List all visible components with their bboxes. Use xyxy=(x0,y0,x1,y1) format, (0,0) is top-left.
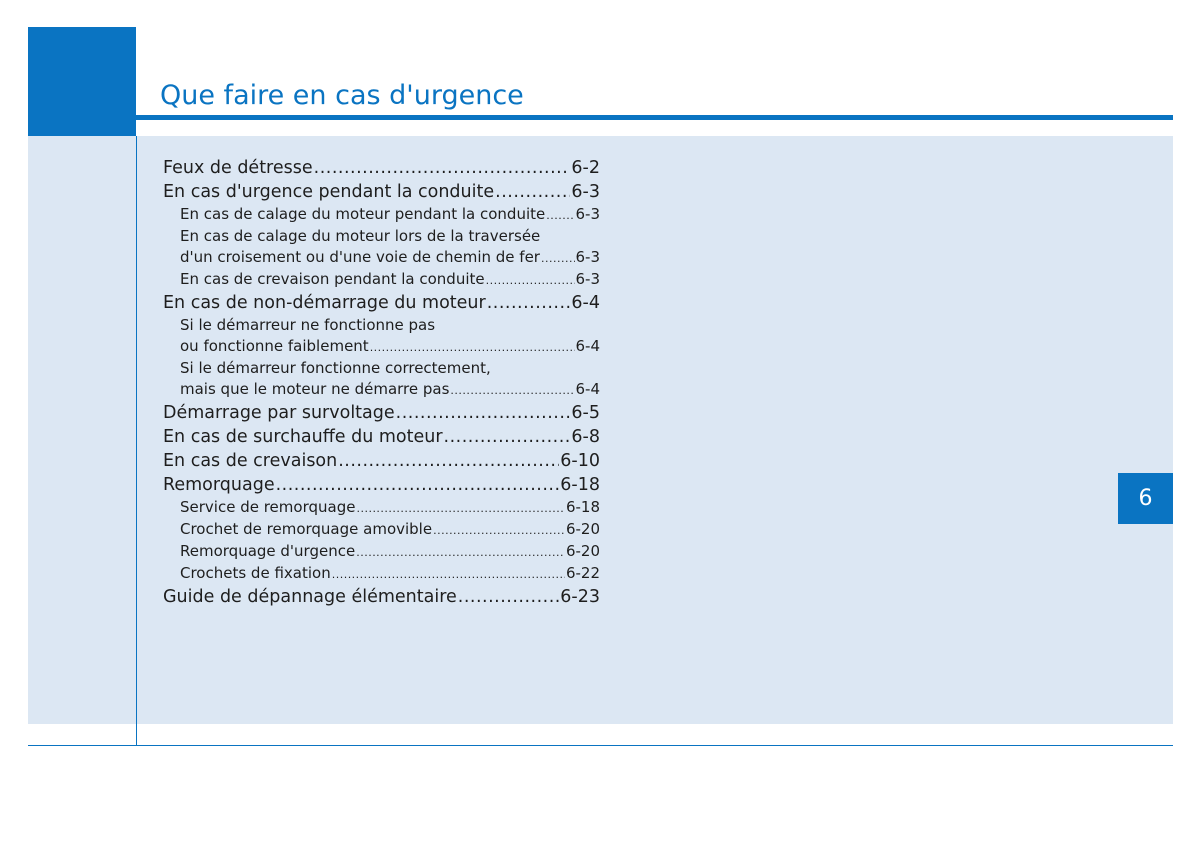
toc-entry-label: En cas de surchauffe du moteur xyxy=(163,427,443,447)
toc-page-number: 6-20 xyxy=(565,520,600,538)
dot-leader xyxy=(444,425,571,449)
toc-entry-label: Remorquage d'urgence xyxy=(180,542,356,560)
dot-leader xyxy=(276,473,560,497)
dot-leader xyxy=(433,520,565,541)
toc-subentry[interactable] xyxy=(163,336,600,358)
toc-page-number: 6-18 xyxy=(565,498,600,516)
toc-page-number: 6-8 xyxy=(571,427,600,447)
toc-entry[interactable] xyxy=(163,449,600,473)
toc-page-number: 6-18 xyxy=(560,475,600,495)
chapter-color-block xyxy=(28,27,136,136)
dot-leader xyxy=(458,585,560,609)
toc-subentry[interactable] xyxy=(163,519,600,541)
toc-entry[interactable] xyxy=(163,180,600,204)
toc-subentry xyxy=(163,358,600,379)
toc-page-number: 6-4 xyxy=(575,380,600,398)
toc-page-number: 6-2 xyxy=(571,158,600,178)
margin-panel xyxy=(28,136,136,724)
toc-entry-label: En cas de crevaison xyxy=(163,451,338,471)
dot-leader xyxy=(332,564,565,585)
toc-subentry[interactable] xyxy=(163,247,600,269)
toc-page-number: 6-3 xyxy=(571,182,600,202)
toc-page-number: 6-10 xyxy=(560,451,600,471)
toc-page-number: 6-4 xyxy=(575,337,600,355)
toc-page-number: 6-3 xyxy=(575,248,600,266)
toc-page-number: 6-22 xyxy=(565,564,600,582)
dot-leader xyxy=(338,449,559,473)
dot-leader xyxy=(546,205,574,226)
toc-entry[interactable] xyxy=(163,291,600,315)
toc-page-number: 6-3 xyxy=(575,270,600,288)
toc-subentry xyxy=(163,226,600,247)
dot-leader xyxy=(487,291,571,315)
dot-leader xyxy=(370,337,575,358)
toc-entry-label: Crochets de fixation xyxy=(180,564,331,582)
page-title: Que faire en cas d'urgence xyxy=(160,80,524,111)
toc-subentry[interactable] xyxy=(163,379,600,401)
toc-entry[interactable] xyxy=(163,473,600,497)
toc-entry-label: Démarrage par survoltage xyxy=(163,403,395,423)
margin-divider xyxy=(136,136,137,745)
toc-entry-label: En cas de non-démarrage du moteur xyxy=(163,293,486,313)
toc-entry-label: En cas de calage du moteur lors de la traversée xyxy=(180,227,541,245)
toc-entry-label: En cas de crevaison pendant la conduite xyxy=(180,270,485,288)
toc-subentry[interactable] xyxy=(163,204,600,226)
chapter-tab[interactable]: 6 xyxy=(1118,473,1173,524)
toc-entry[interactable] xyxy=(163,585,600,609)
toc-subentry[interactable] xyxy=(163,497,600,519)
toc-entry[interactable] xyxy=(163,401,600,425)
dot-leader xyxy=(356,542,565,563)
dot-leader xyxy=(450,380,574,401)
title-underline xyxy=(136,115,1173,120)
toc-entry[interactable] xyxy=(163,156,600,180)
toc-entry-label: Guide de dépannage élémentaire xyxy=(163,587,457,607)
toc-page-number: 6-3 xyxy=(575,205,600,223)
footer-rule xyxy=(28,745,1173,746)
toc-page-number: 6-5 xyxy=(571,403,600,423)
toc-entry-label: Service de remorquage xyxy=(180,498,356,516)
dot-leader xyxy=(486,270,575,291)
toc-entry[interactable] xyxy=(163,425,600,449)
dot-leader xyxy=(314,156,571,180)
toc-entry-label: Remorquage xyxy=(163,475,275,495)
toc-subentry[interactable] xyxy=(163,269,600,291)
dot-leader xyxy=(541,248,575,269)
toc-page-number: 6-20 xyxy=(565,542,600,560)
toc-entry-label: En cas d'urgence pendant la conduite xyxy=(163,182,495,202)
table-of-contents xyxy=(163,156,600,609)
toc-entry-label: Feux de détresse xyxy=(163,158,313,178)
toc-entry-label: En cas de calage du moteur pendant la conduite xyxy=(180,205,546,223)
dot-leader xyxy=(356,498,565,519)
toc-entry-label: mais que le moteur ne démarre pas xyxy=(180,380,450,398)
toc-entry-label: Crochet de remorquage amovible xyxy=(180,520,433,538)
toc-entry-label: Si le démarreur ne fonctionne pas xyxy=(180,316,436,334)
toc-entry-label: d'un croisement ou d'une voie de chemin de fer xyxy=(180,248,540,266)
toc-page-number: 6-4 xyxy=(571,293,600,313)
toc-subentry[interactable] xyxy=(163,541,600,563)
dot-leader xyxy=(495,180,570,204)
dot-leader xyxy=(396,401,571,425)
toc-subentry[interactable] xyxy=(163,563,600,585)
toc-entry-label: Si le démarreur fonctionne correctement, xyxy=(180,359,491,377)
toc-page-number: 6-23 xyxy=(560,587,600,607)
toc-entry-label: ou fonctionne faiblement xyxy=(180,337,369,355)
toc-subentry xyxy=(163,315,600,336)
